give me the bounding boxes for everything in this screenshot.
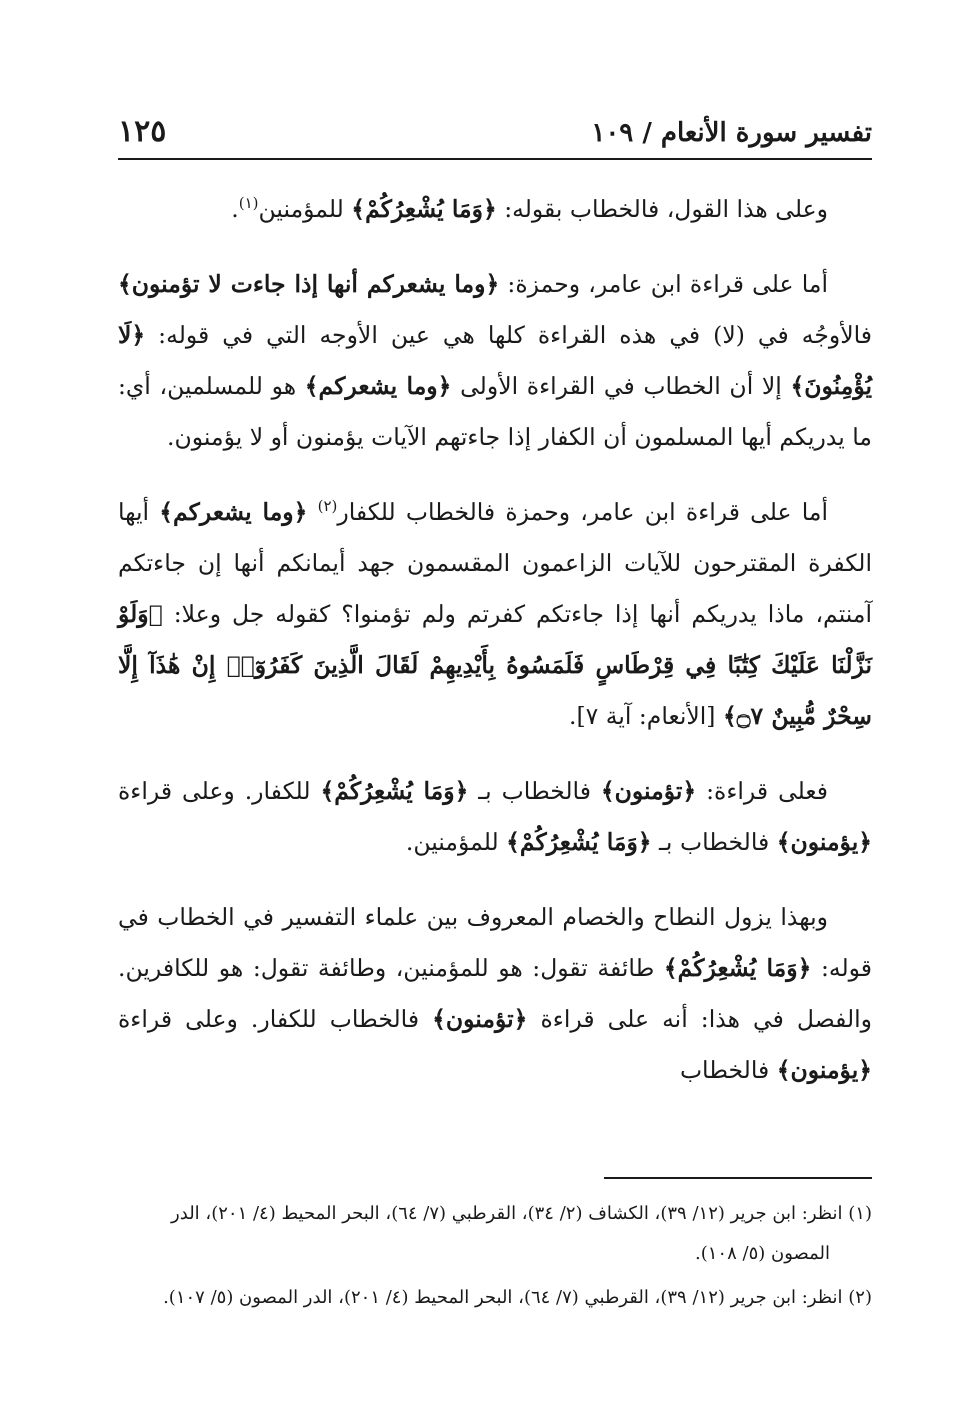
text-segment: فالخطاب بـ <box>468 777 601 805</box>
text-segment: فالخطاب للكفار. وعلى قراءة <box>118 1005 433 1033</box>
quran-quote: ﴿يؤمنون﴾ <box>776 828 872 856</box>
text-segment: هو للمسلمين، أي: ما يدريكم أيها المسلمون أن الكفار إذا جاءتهم الآيات يؤمنون أو لا يؤمنون. <box>118 372 872 451</box>
text-segment: فالأوجُه في (لا) في هذه القراءة كلها هي عين الأوجه التي في قوله: <box>145 321 872 349</box>
text-segment: . <box>231 195 239 223</box>
text-segment: طائفة تقول: هو للمؤمنين، وطائفة تقول: هو للكافرين. والفصل في هذا: أنه على قراءة <box>118 954 872 1033</box>
text-segment: إلا أن الخطاب في القراءة الأولى <box>451 372 791 400</box>
paragraph-5 <box>118 892 872 1096</box>
text-segment: للمؤمنين. <box>405 828 507 856</box>
paragraph-4 <box>118 766 872 868</box>
quran-quote: ﴿وَمَا يُشْعِرُكُمْ﴾ <box>320 777 469 805</box>
paragraph-3 <box>118 487 872 742</box>
quran-quote: ﴿وَلَوْ نَزَّلْنَا عَلَيْكَ كِتَٰبًا فِي قِرْطَاسٍ فَلَمَسُوهُ بِأَيْدِيهِمْ لَقَالَ الَّذِينَ كَفَرُوٓا۟ إِنْ هَٰذَآ إِلَّا سِحْرٌ مُّبِينٌ ۝٧﴾ <box>118 600 872 730</box>
quran-quote: ﴿تؤمنون﴾ <box>600 777 697 805</box>
running-header <box>118 112 872 160</box>
text-segment: أيها الكفرة المقترحون للآيات الزاعمون المقسمون جهد أيمانكم أنها إن جاءتكم آمنتم، ماذا يدريكم أنها إذا جاءتكم كفرتم ولم تؤمنوا؟ كقوله جل وعلا: <box>118 498 872 628</box>
header-title: تفسير سورة الأنعام / ١٠٩ <box>591 118 872 148</box>
text-segment: فالخطاب بـ <box>651 828 777 856</box>
text-segment <box>307 498 317 526</box>
text-segment: للمؤمنين <box>258 195 352 223</box>
footnote-separator <box>604 1177 872 1179</box>
quran-quote: ﴿يؤمنون﴾ <box>776 1056 872 1084</box>
page-number: ١٢٥ <box>118 114 167 149</box>
quran-quote: ﴿وَمَا يُشْعِرُكُمْ﴾ <box>506 828 652 856</box>
text-segment: وبهذا يزول النطاح والخصام المعروف بين علماء التفسير في الخطاب في قوله: <box>118 903 872 982</box>
paragraph-2 <box>118 259 872 463</box>
text-segment: وعلى هذا القول، فالخطاب بقوله: <box>496 195 828 223</box>
quran-quote: ﴿وما يشعركم أنها إذا جاءت لا تؤمنون﴾ <box>118 270 500 298</box>
text-segment: فالخطاب <box>679 1056 777 1084</box>
text-segment: أما على قراءة ابن عامر، وحمزة فالخطاب للكفار <box>337 498 828 526</box>
text-segment: فعلى قراءة: <box>696 777 829 805</box>
body-text <box>118 184 872 1120</box>
footnote-marker: (١) <box>238 194 259 213</box>
quran-quote: ﴿تؤمنون﴾ <box>432 1005 528 1033</box>
quran-quote: ﴿وَمَا يُشْعِرُكُمْ﴾ <box>351 195 497 223</box>
quran-quote: ﴿وما يشعركم﴾ <box>304 372 452 400</box>
text-segment: أما على قراءة ابن عامر، وحمزة: <box>499 270 829 298</box>
quran-quote: ﴿وَمَا يُشْعِرُكُمْ﴾ <box>663 954 812 982</box>
footnote-2: (٢) انظر: ابن جرير (١٢/ ٣٩)، القرطبي (٧/ ٦٤)، البحر المحيط (٤/ ٢٠١)، الدر المصون (٥/ ١٠٧). <box>163 1287 872 1308</box>
quran-quote: ﴿وما يشعركم﴾ <box>159 498 308 526</box>
paragraph-1 <box>118 184 872 235</box>
footnote-marker: (٢) <box>317 497 338 516</box>
footnote-1: (١) انظر: ابن جرير (١٢/ ٣٩)، الكشاف (٢/ ٣٤)، القرطبي (٧/ ٦٤)، البحر المحيط (٤/ ٢٠١)، الدر المصون (٥/ ١٠٨). <box>171 1203 872 1264</box>
text-segment: [الأنعام: آية ٧]. <box>569 702 723 730</box>
quran-quote: ﴿لَا يُؤْمِنُونَ﴾ <box>118 321 873 400</box>
text-segment: للكفار. وعلى قراءة <box>118 777 321 805</box>
footnotes <box>118 1194 872 1322</box>
